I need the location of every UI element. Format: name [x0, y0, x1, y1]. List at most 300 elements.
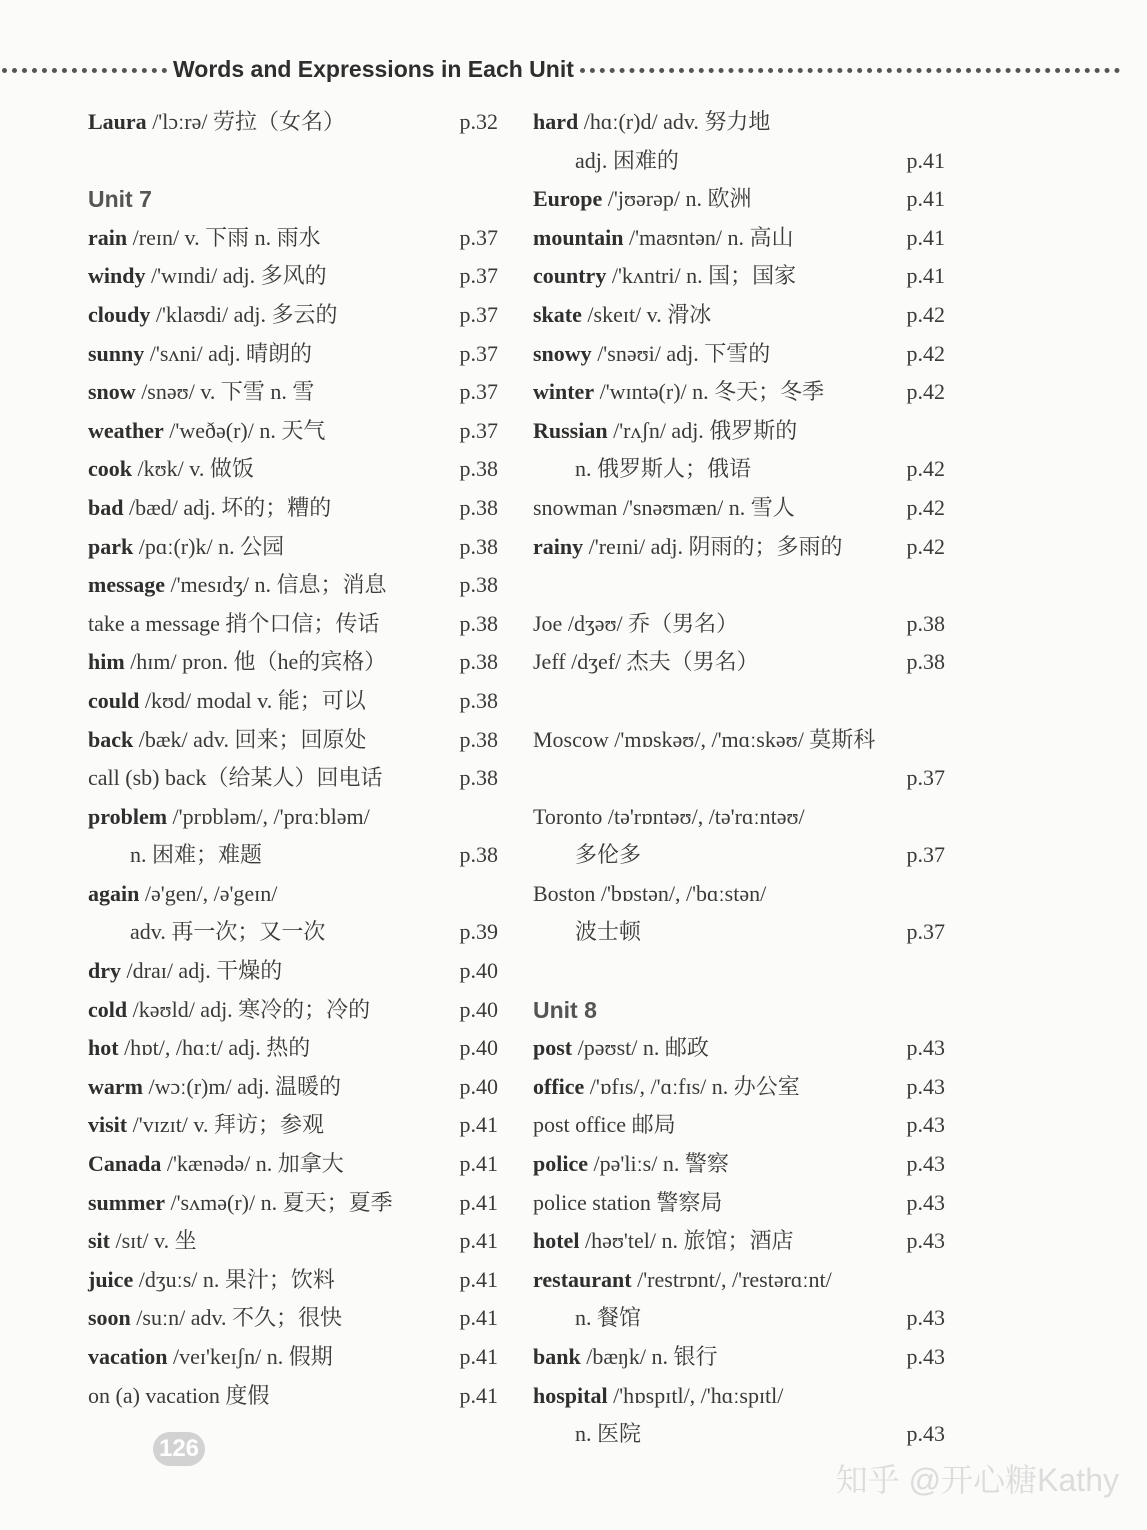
headword: country	[533, 263, 607, 289]
entry-text	[88, 1267, 335, 1292]
definition: /'kʌntri/ n. 国；国家	[606, 263, 797, 289]
vocab-entry	[88, 1106, 498, 1145]
page-ref: p.38	[459, 533, 498, 559]
page-ref: p.43	[906, 1035, 945, 1061]
spacer	[533, 952, 945, 991]
vocab-entry	[533, 1261, 945, 1300]
vocab-entry	[88, 798, 498, 837]
entry-text	[533, 1035, 709, 1060]
definition: /bæŋk/ n. 银行	[580, 1344, 718, 1369]
definition: Moscow /'mɒskəʊ/, /'mɑːskəʊ/ 莫斯科	[533, 726, 876, 752]
entry-text	[88, 1305, 342, 1330]
page-ref: p.41	[459, 1344, 498, 1369]
page-ref: p.41	[459, 1305, 498, 1331]
page-ref: p.41	[459, 1382, 498, 1408]
definition: /reɪn/ v. 下雨 n. 雨水	[127, 224, 321, 250]
headword: hot	[88, 1035, 119, 1061]
page-title: Words and Expressions in Each Unit	[173, 55, 574, 82]
definition: /hɒt/, /hɑːt/ adj. 热的	[118, 1035, 311, 1061]
page-ref: p.42	[906, 533, 945, 559]
headword: snowy	[533, 340, 592, 366]
headword: Russian	[533, 417, 608, 443]
page-ref: p.42	[906, 379, 945, 405]
vocab-entry	[533, 1106, 945, 1145]
definition: n. 医院	[575, 1421, 642, 1447]
definition: /suːn/ adv. 不久；很快	[130, 1305, 343, 1331]
page-ref: p.40	[459, 1073, 498, 1099]
vocab-entry	[533, 1184, 945, 1223]
vocab-entry	[533, 1145, 945, 1184]
definition: /wɔː(r)m/ adj. 温暖的	[142, 1073, 341, 1099]
definition: adj. 困难的	[575, 147, 679, 173]
page-ref: p.40	[459, 958, 498, 984]
page-ref: p.37	[459, 224, 498, 250]
watermark: 知乎 @开心糖Kathy	[835, 1462, 1119, 1498]
page-ref: p.43	[906, 1073, 945, 1099]
headword: weather	[88, 417, 164, 443]
vocab-entry	[88, 1029, 498, 1068]
headword: police	[533, 1151, 588, 1177]
headword: snow	[88, 379, 136, 405]
page-ref: p.37	[459, 379, 498, 405]
entry-text	[533, 842, 641, 867]
headword: Europe	[533, 186, 603, 212]
headword: office	[533, 1073, 585, 1099]
vocab-entry	[533, 798, 945, 837]
header-dots-left	[2, 68, 167, 73]
page-ref: p.41	[906, 263, 945, 289]
vocab-entry	[533, 1377, 945, 1416]
entry-text	[533, 1151, 729, 1176]
entry-text	[88, 804, 370, 829]
headword: visit	[88, 1112, 128, 1138]
definition: Boston /'bɒstən/, /'bɑːstən/	[533, 880, 767, 906]
headword: dry	[88, 958, 121, 984]
definition: Toronto /tə'rɒntəʊ/, /tə'rɑːntəʊ/	[533, 803, 805, 829]
page-ref: p.38	[459, 572, 498, 598]
unit-heading	[533, 991, 945, 1030]
entry-text	[533, 919, 641, 944]
headword: hotel	[533, 1228, 580, 1254]
entry-text	[533, 495, 795, 520]
entry-text	[533, 418, 797, 443]
page-ref: p.37	[459, 263, 498, 289]
vocab-entry	[533, 103, 945, 142]
entry-text	[88, 765, 383, 790]
headword: cloudy	[88, 301, 151, 327]
definition: on (a) vacation 度假	[88, 1382, 270, 1408]
page-ref: p.38	[459, 842, 498, 868]
vocab-entry	[88, 219, 498, 258]
entry-text	[88, 649, 386, 674]
entry-text	[533, 1190, 722, 1215]
entry-text	[533, 727, 875, 752]
entry-text	[533, 456, 751, 481]
vocab-entry	[533, 643, 945, 682]
vocab-entry	[88, 1377, 498, 1416]
headword: winter	[533, 379, 595, 405]
page-ref: p.38	[459, 494, 498, 520]
page-ref: p.37	[459, 417, 498, 443]
definition: /pə'liːs/ n. 警察	[588, 1151, 729, 1177]
entry-text	[533, 649, 759, 674]
entry-text	[88, 1190, 393, 1215]
entry-text	[88, 534, 284, 559]
page-ref: p.37	[459, 301, 498, 327]
headword: hard	[533, 109, 579, 134]
entry-text	[533, 263, 796, 288]
page-ref: p.41	[906, 224, 945, 250]
definition: post office 邮局	[533, 1112, 676, 1138]
vocab-entry	[88, 1261, 498, 1300]
unit-heading	[88, 180, 498, 219]
vocab-entry	[533, 335, 945, 374]
definition: /'klaʊdi/ adj. 多云的	[150, 301, 338, 327]
definition: n. 困难；难题	[130, 842, 263, 868]
definition: /'ɒfɪs/, /'ɑːfɪs/ n. 办公室	[584, 1073, 800, 1099]
page-ref: p.42	[906, 494, 945, 520]
entry-text	[533, 1344, 718, 1369]
definition: /'vɪzɪt/ v. 拜访；参观	[127, 1112, 324, 1138]
vocab-entry	[88, 1338, 498, 1377]
definition: /kʊk/ v. 做饭	[132, 456, 254, 482]
definition: /veɪ'keɪʃn/ n. 假期	[167, 1344, 333, 1369]
definition: /skeɪt/ v. 滑冰	[581, 301, 712, 327]
definition: /bæk/ adv. 回来；回原处	[133, 726, 367, 752]
definition: /'snəʊi/ adj. 下雪的	[591, 340, 771, 366]
definition: /'rʌʃn/ adj. 俄罗斯的	[607, 417, 798, 443]
vocab-entry	[88, 836, 498, 875]
vocab-entry	[533, 1415, 945, 1454]
spacer	[533, 682, 945, 721]
vocab-entry	[533, 489, 945, 528]
definition: /'restrɒnt/, /'restərɑːnt/	[631, 1266, 832, 1292]
headword: Laura	[88, 109, 147, 134]
vocab-entry	[533, 1029, 945, 1068]
page-ref: p.43	[906, 1228, 945, 1254]
definition: /'sʌni/ adj. 晴朗的	[144, 340, 313, 366]
entry-text	[88, 958, 282, 983]
entry-text	[88, 1112, 324, 1137]
page-ref: p.39	[459, 919, 498, 945]
vocab-entry	[88, 450, 498, 489]
vocab-entry	[533, 412, 945, 451]
headword: cold	[88, 996, 128, 1022]
definition: /'weðə(r)/ n. 天气	[163, 417, 326, 443]
entry-text	[533, 804, 805, 829]
headword: again	[88, 880, 140, 906]
definition: /dʒuːs/ n. 果汁；饮料	[133, 1266, 335, 1292]
entry-text	[88, 572, 387, 597]
entry-text	[533, 1267, 832, 1292]
vocab-entry	[533, 257, 945, 296]
left-column	[88, 103, 498, 1415]
entry-text	[88, 1151, 344, 1176]
vocab-entry	[88, 682, 498, 721]
entry-text	[533, 1383, 783, 1408]
page-ref: p.43	[906, 1305, 945, 1331]
vocab-entry	[533, 721, 945, 760]
definition: /'prɒbləm/, /'prɑːbləm/	[167, 803, 370, 829]
headword: windy	[88, 263, 146, 289]
vocab-entry	[88, 335, 498, 374]
definition: /pɑː(r)k/ n. 公园	[133, 533, 285, 559]
definition: 波士顿	[575, 919, 642, 945]
spacer	[533, 566, 945, 605]
page-ref: p.43	[906, 1112, 945, 1138]
vocab-entry	[533, 1338, 945, 1377]
vocab-entry	[533, 296, 945, 335]
entry-text	[533, 534, 843, 559]
entry-text	[533, 1112, 676, 1137]
vocab-entry	[533, 1068, 945, 1107]
vocab-entry	[533, 450, 945, 489]
definition: /draɪ/ adj. 干燥的	[121, 958, 283, 984]
entry-text	[88, 1074, 341, 1099]
entry-text: Unit 8	[533, 996, 597, 1023]
entry-text	[533, 1228, 793, 1253]
vocab-entry	[533, 605, 945, 644]
definition: Joe /dʒəʊ/ 乔（男名）	[533, 610, 739, 636]
entry-text	[88, 341, 312, 366]
headword: cook	[88, 456, 132, 482]
headword: could	[88, 687, 140, 713]
entry-text	[88, 1228, 197, 1253]
definition: police station 警察局	[533, 1189, 723, 1215]
page-ref: p.41	[459, 1228, 498, 1254]
vocab-entry	[88, 721, 498, 760]
page-ref: p.41	[459, 1266, 498, 1292]
page-ref: p.32	[459, 109, 498, 134]
definition: /sɪt/ v. 坐	[110, 1228, 197, 1254]
definition: /'jʊərəp/ n. 欧洲	[602, 186, 752, 212]
vocab-entry	[88, 528, 498, 567]
entry-text	[88, 495, 331, 520]
vocab-entry	[88, 643, 498, 682]
entry-text	[88, 302, 338, 327]
headword: Canada	[88, 1151, 162, 1177]
vocab-entry	[88, 412, 498, 451]
entry-text	[88, 919, 325, 944]
definition: /'mesɪdʒ/ n. 信息；消息	[164, 572, 387, 598]
definition: 多伦多	[575, 842, 642, 868]
page-ref: p.40	[459, 1035, 498, 1061]
headword: summer	[88, 1189, 165, 1215]
headword: vacation	[88, 1344, 168, 1369]
vocab-entry	[88, 1222, 498, 1261]
definition: /'wɪndi/ adj. 多风的	[145, 263, 327, 289]
entry-text	[533, 148, 679, 173]
vocab-entry	[88, 489, 498, 528]
page-ref: p.38	[459, 765, 498, 791]
page-ref: p.37	[906, 842, 945, 868]
page-ref: p.42	[906, 301, 945, 327]
entry-text	[88, 263, 327, 288]
entry-text	[533, 186, 752, 211]
page-ref: p.38	[459, 456, 498, 482]
vocab-entry	[88, 605, 498, 644]
headword: message	[88, 572, 165, 598]
entry-text	[533, 1305, 641, 1330]
entry-text	[88, 1344, 333, 1369]
spacer	[88, 142, 498, 181]
headword: warm	[88, 1073, 143, 1099]
page-ref: p.43	[906, 1189, 945, 1215]
headword: park	[88, 533, 134, 559]
entry-text	[88, 688, 366, 713]
headword: sunny	[88, 340, 145, 366]
headword: bank	[533, 1344, 581, 1369]
header-dots-right	[580, 68, 1120, 73]
page-ref: p.43	[906, 1421, 945, 1447]
definition: /bæd/ adj. 坏的；糟的	[123, 494, 332, 520]
vocab-entry	[533, 373, 945, 412]
vocab-entry	[533, 836, 945, 875]
page-ref: p.38	[906, 649, 945, 675]
definition: /snəʊ/ v. 下雪 n. 雪	[135, 379, 315, 405]
entry-text	[88, 1383, 269, 1408]
entry-text	[533, 109, 770, 134]
definition: /kʊd/ modal v. 能；可以	[139, 687, 366, 713]
vocab-entry	[88, 952, 498, 991]
page-ref: p.43	[906, 1151, 945, 1177]
page-ref: p.37	[459, 340, 498, 366]
headword: him	[88, 649, 125, 675]
page-ref: p.38	[459, 649, 498, 675]
definition: take a message 捎个口信；传话	[88, 610, 380, 636]
definition: /'maʊntən/ n. 高山	[623, 224, 794, 250]
definition: Jeff /dʒef/ 杰夫（男名）	[533, 649, 759, 675]
definition: snowman /'snəʊmæn/ n. 雪人	[533, 494, 795, 520]
vocab-entry	[533, 528, 945, 567]
page-ref: p.38	[459, 726, 498, 752]
vocab-entry	[88, 373, 498, 412]
page-ref: p.42	[906, 456, 945, 482]
definition: /həʊ'tel/ n. 旅馆；酒店	[579, 1228, 794, 1254]
definition: /pəʊst/ n. 邮政	[572, 1035, 709, 1061]
definition: /hɑː(r)d/ adv. 努力地	[578, 109, 771, 134]
entry-text	[88, 456, 254, 481]
headword: skate	[533, 301, 582, 327]
vocab-entry	[88, 1068, 498, 1107]
definition: call (sb) back（给某人）回电话	[88, 765, 383, 791]
vocab-entry	[533, 1222, 945, 1261]
headword: back	[88, 726, 134, 752]
definition: /hɪm/ pron. 他（he的宾格）	[124, 649, 387, 675]
entry-text	[88, 881, 277, 906]
page-header	[0, 52, 1120, 86]
vocab-entry	[88, 991, 498, 1030]
vocab-entry	[88, 103, 498, 142]
page-ref: p.38	[906, 610, 945, 636]
entry-text	[533, 1421, 641, 1446]
entry-text	[88, 842, 262, 867]
vocab-entry	[88, 759, 498, 798]
page-ref: p.37	[906, 919, 945, 945]
entry-text	[533, 341, 770, 366]
definition: /'reɪni/ adj. 阴雨的；多雨的	[583, 533, 843, 559]
entry-text	[88, 611, 379, 636]
vocab-entry	[533, 219, 945, 258]
vocab-entry	[88, 1184, 498, 1223]
page-ref: p.37	[906, 765, 945, 791]
headword: problem	[88, 803, 168, 829]
definition: /'hɒspɪtl/, /'hɑːspɪtl/	[607, 1382, 784, 1408]
page-ref: p.41	[906, 186, 945, 212]
vocab-entry	[88, 296, 498, 335]
entry-text	[88, 379, 314, 404]
page-ref: p.41	[459, 1189, 498, 1215]
entry-text	[88, 418, 325, 443]
entry-text	[533, 302, 711, 327]
definition: /kəʊld/ adj. 寒冷的；冷的	[127, 996, 371, 1022]
entry-text	[88, 109, 345, 134]
definition: adv. 再一次；又一次	[130, 919, 326, 945]
entry-text: Unit 7	[88, 186, 152, 213]
vocab-entry	[88, 1299, 498, 1338]
vocab-entry	[88, 913, 498, 952]
entry-text	[88, 225, 321, 250]
entry-text	[88, 997, 370, 1022]
headword: juice	[88, 1266, 134, 1292]
headword: sit	[88, 1228, 110, 1254]
definition: /'lɔːrə/ 劳拉（女名）	[146, 109, 345, 134]
vocab-entry	[533, 913, 945, 952]
entry-text	[533, 611, 738, 636]
definition: n. 俄罗斯人；俄语	[575, 456, 752, 482]
entry-text	[533, 1074, 800, 1099]
vocab-entry	[88, 566, 498, 605]
page-ref: p.42	[906, 340, 945, 366]
page-ref: p.40	[459, 996, 498, 1022]
vocab-entry	[533, 142, 945, 181]
page-ref: p.41	[459, 1112, 498, 1138]
definition: n. 餐馆	[575, 1305, 642, 1331]
headword: hospital	[533, 1382, 608, 1408]
headword: rain	[88, 224, 128, 250]
headword: restaurant	[533, 1266, 632, 1292]
right-column	[533, 103, 945, 1454]
vocab-entry	[88, 1145, 498, 1184]
entry-text	[533, 881, 766, 906]
vocab-entry	[533, 875, 945, 914]
headword: soon	[88, 1305, 131, 1331]
headword: mountain	[533, 224, 624, 250]
vocab-entry	[88, 257, 498, 296]
vocab-entry	[533, 180, 945, 219]
entry-text	[533, 379, 824, 404]
vocab-entry	[533, 759, 945, 798]
page-ref: p.43	[906, 1344, 945, 1369]
headword: rainy	[533, 533, 584, 559]
entry-text	[88, 727, 367, 752]
page-ref: p.38	[459, 610, 498, 636]
definition: /'sʌmə(r)/ n. 夏天；夏季	[164, 1189, 393, 1215]
vocab-entry	[88, 875, 498, 914]
entry-text	[88, 1035, 310, 1060]
page-ref: p.41	[459, 1151, 498, 1177]
vocab-entry	[533, 1299, 945, 1338]
page-ref: p.41	[906, 147, 945, 173]
definition: /'wɪntə(r)/ n. 冬天；冬季	[594, 379, 825, 405]
page-ref: p.38	[459, 687, 498, 713]
entry-text	[533, 225, 794, 250]
headword: post	[533, 1035, 573, 1061]
headword: bad	[88, 494, 124, 520]
definition: /'kænədə/ n. 加拿大	[161, 1151, 344, 1177]
page-number: 126	[153, 1432, 205, 1466]
definition: /ə'gen/, /ə'geɪn/	[139, 880, 278, 906]
